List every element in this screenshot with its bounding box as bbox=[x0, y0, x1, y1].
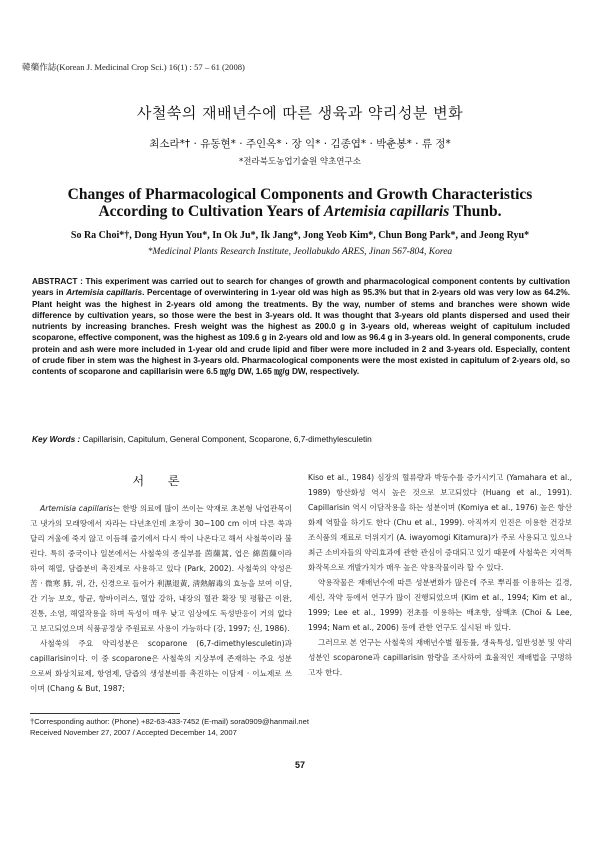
english-title bbox=[30, 186, 570, 220]
english-title-line2-post: Thunb. bbox=[449, 203, 502, 220]
intro-paragraph-1-text: 는 한방 의료에 많이 쓰이는 약재로 초본형 낙엽관목이고 냇가의 모래땅에서 자라는 다년초인데 초장이 30~100 cm 이며 다른 쑥과 달리 겨울에 죽지 않고 이듬해 줄기에서 다시 싹이 나온다고 해서 사철쑥이라 불린다. 특히 중국이나 일본에서는 사철쑥의 종실부를 茵蔯蒿, 엽은 綿茵蔯이라 하여 해열, 담즙분비 촉진제로 사용하고 있다 (Park, 2002). 사철쑥의 약성은 苦 · 微寒 肺, 위, 간, 신경으로 들어가 利濕退黃, 淸熱解毒의 효능을 보여 이담, 간 기능 보호, 항균, 항바이러스, 혈압 강하, 내장의 혈관 확장 및 평활근 이완, 진통, 소염, 해열작용을 하며 독성이 매우 낮고 임상에도 독성반응이 거의 없다고 보고되었으며 식품공정상 주원료로 사용이 가능하다 (강, 1997; 신, 1986). bbox=[30, 504, 292, 633]
english-title-species: Artemisia capillaris bbox=[323, 203, 450, 220]
abstract-text-1: This experiment was carried out to search for changes of growth and pharmacological component contents by cultivation years in bbox=[32, 277, 570, 298]
keywords-label: Key Words : bbox=[32, 434, 81, 444]
english-authors: So Ra Choi*†, Dong Hyun You*, In Ok Ju*, Ik Jang*, Jong Yeob Kim*, Chun Bong Park*, and Jeong Ryu* bbox=[70, 230, 530, 241]
intro-paragraph-3: Kiso et al., 1984) 심장의 혈류량과 박동수를 증가시키고 (Yamahara et al., 1989) 항산화성 역시 높은 것으로 보고되었다 (Huang et al., 1991). Capillarisin 역시 이담작용을 하는 성분이며 (Komiya et al., 1976) 높은 항산화제 역할을 하기도 한다 (Chu et al., 1999). 아직까지 인진은 이용한 건강보조식품의 재료로 더위지기 (A. iwayomogi Kitamura)가 주로 사용되고 있으나 최근 소비자들의 약리효과에 관한 관심이 증대되고 있기 때문에 사철쑥은 지역특화작목으로 개발가치가 매우 높은 약용작물이라 할 수 있다. bbox=[308, 473, 572, 572]
section-heading-introduction: 서 론 bbox=[132, 474, 190, 488]
footnote-divider bbox=[30, 713, 180, 714]
keywords-text: Capillarisin, Capitulum, General Component, Scoparone, 6,7-dimethylesculetin bbox=[80, 434, 372, 444]
keywords bbox=[32, 434, 572, 444]
left-column bbox=[30, 501, 292, 696]
journal-citation: 韓藥作誌(Korean J. Medicinal Crop Sci.) 16(1) : 57 – 61 (2008) bbox=[22, 62, 245, 72]
english-title-line1: Changes of Pharmacological Components and Growth Characteristics bbox=[67, 186, 533, 203]
korean-authors: 최소라*† · 유동현* · 주인옥* · 장 익* · 김종엽* · 박춘봉* · 류 정* bbox=[149, 138, 451, 150]
abstract-text-2: . Percentage of overwintering in 1-year old was high as 95.3% but that in 2-years old was very low as 64.2%. Plant height was the highest in 2-years old among the treatments. By the way, number of stems and branches were shown wide difference by cultivation years, so those were the best in 3-years old. It was thought that 3-years old plants dispersed and used their nutrients by increasing branches. Fresh weight was the highest as 200.0 g in 3-years old, whereas weight of capitulum included scoparone, effective component, was the highest as 109.6 g in 2-years old and low as 96.4 g in 3-years old. In general components, crude protein and ash were more included in 1-year old and crude lipid and fiber were more included in 2 and 3-years old. Especially, content of crude fiber in stem was the highest in 3-years old. Pharmacological components were the most existed in capitulum of 2-years old, so contents of scoparone and capillarisin were 6.5 ㎎/g DW, 1.65 ㎎/g DW, respectively. bbox=[32, 288, 571, 377]
page-number: 57 bbox=[294, 760, 305, 770]
english-title-line2-pre: According to Cultivation Years of bbox=[98, 203, 324, 220]
abstract bbox=[32, 276, 570, 378]
abstract-species: Artemisia capillaris bbox=[66, 288, 143, 298]
korean-title: 사철쑥의 재배년수에 따른 생육과 약리성분 변화 bbox=[136, 104, 464, 122]
intro-species: Artemisia capillaris bbox=[40, 504, 113, 513]
footnote-received: Received November 27, 2007 / Accepted December 14, 2007 bbox=[30, 728, 237, 737]
abstract-label: ABSTRACT : bbox=[32, 277, 83, 286]
intro-paragraph-4: 약용작물은 재배년수에 따른 성분변화가 많은데 주로 뿌리를 이용하는 길경, 세신, 작약 등에서 연구가 많이 진행되었으며 (Kim et al., 1994; Kim et al., 1999; Lee et al., 1999) 전초를 이용하는 배초향, 삼백초 (Choi & Lee, 1994; Nam et al., 2006) 등에 관한 연구도 실시된 바 있다. bbox=[308, 578, 572, 632]
footnote-corresponding: †Corresponding author: (Phone) +82-63-433-7452 (E-mail) sora0909@hanmail.net bbox=[30, 717, 309, 726]
korean-affiliation: *전라북도농업기술원 약초연구소 bbox=[239, 157, 361, 167]
right-column bbox=[308, 470, 572, 680]
english-affiliation: *Medicinal Plants Research Institute, Jeollabukdo ARES, Jinan 567-804, Korea bbox=[147, 247, 453, 257]
intro-paragraph-5: 그러므로 본 연구는 사철쑥의 재배년수별 월동률, 생육특성, 일반성분 및 약리성분인 scoparone과 capillarisin 함량을 조사하여 효율적인 재배법을 구명하고자 한다. bbox=[308, 638, 572, 677]
intro-paragraph-2: 사철쑥의 주요 약리성분은 scoparone (6,7-dimethylesculetin)과 capillarisin이다. 이 중 scoparone은 사철쑥의 지상부에 존재하는 주요 성분으로써 화상치료제, 항염제, 담즙의 생성분비를 촉진하는 이담제 · 이뇨제로 쓰이며 (Chang & But, 1987; bbox=[30, 639, 292, 693]
intro-paragraph-1 bbox=[30, 501, 292, 636]
footnote bbox=[30, 716, 309, 738]
